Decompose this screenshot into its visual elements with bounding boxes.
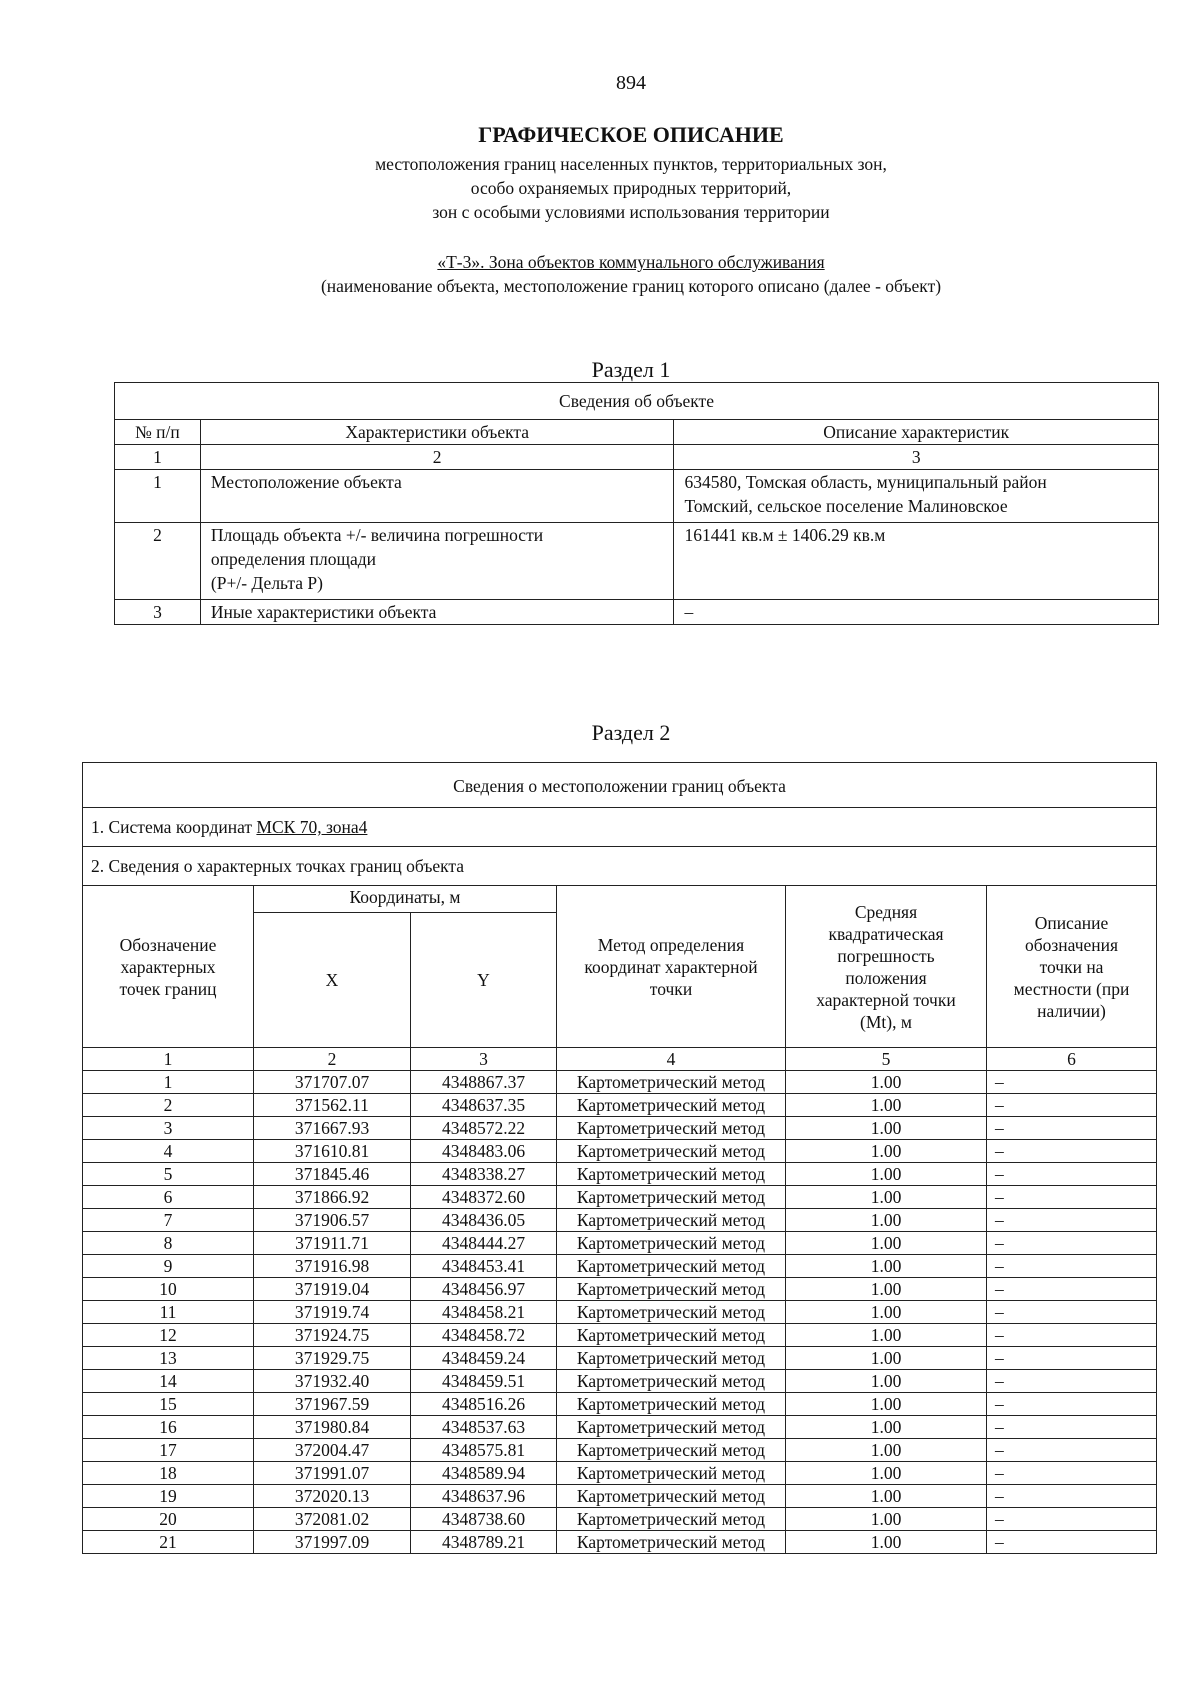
point-description-cell: – [987,1278,1157,1301]
y-coordinate-cell: 4348436.05 [411,1209,557,1232]
characteristic-cell: Площадь объекта +/- величина погрешности определения площади (Р+/- Дельта Р) [200,523,674,600]
header-description: Описание характеристик [674,420,1159,445]
point-number-cell: 11 [83,1301,254,1324]
method-cell: Картометрический метод [557,1531,786,1554]
y-coordinate-cell: 4348637.96 [411,1485,557,1508]
header-designation: Обозначение характерных точек границ [83,886,254,1048]
error-cell: 1.00 [786,1140,987,1163]
table-row [83,1071,1157,1094]
point-description-cell: – [987,1347,1157,1370]
point-description-cell: – [987,1301,1157,1324]
point-number-cell: 13 [83,1347,254,1370]
error-cell: 1.00 [786,1324,987,1347]
x-coordinate-cell: 372020.13 [254,1485,411,1508]
point-description-cell: – [987,1140,1157,1163]
error-cell: 1.00 [786,1462,987,1485]
header-x: X [254,913,411,1048]
table-row [83,1485,1157,1508]
method-cell: Картометрический метод [557,1462,786,1485]
subtitle-line: местоположения границ населенных пунктов, территориальных зон, [375,154,887,174]
table-row [83,1186,1157,1209]
error-cell: 1.00 [786,1255,987,1278]
method-cell: Картометрический метод [557,1370,786,1393]
method-cell: Картометрический метод [557,1232,786,1255]
x-coordinate-cell: 371667.93 [254,1117,411,1140]
col-number: 1 [115,445,201,470]
error-cell: 1.00 [786,1278,987,1301]
point-number-cell: 12 [83,1324,254,1347]
method-cell: Картометрический метод [557,1255,786,1278]
col-number: 3 [411,1048,557,1071]
error-cell: 1.00 [786,1439,987,1462]
table-row [83,1508,1157,1531]
x-coordinate-cell: 371562.11 [254,1094,411,1117]
subtitle-line: зон с особыми условиями использования территории [432,202,830,222]
point-number-cell: 8 [83,1232,254,1255]
object-info-table [114,382,1159,625]
header-y: Y [411,913,557,1048]
method-cell: Картометрический метод [557,1094,786,1117]
error-cell: 1.00 [786,1071,987,1094]
method-cell: Картометрический метод [557,1301,786,1324]
x-coordinate-cell: 371924.75 [254,1324,411,1347]
coordinate-system-label: 1. Система координат [91,817,257,837]
table-row [83,1393,1157,1416]
table-row [83,1439,1157,1462]
boundary-points-table [82,762,1157,1554]
table-row [83,1140,1157,1163]
point-number-cell: 10 [83,1278,254,1301]
y-coordinate-cell: 4348458.21 [411,1301,557,1324]
method-cell: Картометрический метод [557,1508,786,1531]
error-cell: 1.00 [786,1117,987,1140]
point-number-cell: 20 [83,1508,254,1531]
row-number: 1 [115,470,201,523]
point-number-cell: 2 [83,1094,254,1117]
table-row [83,1278,1157,1301]
x-coordinate-cell: 371610.81 [254,1140,411,1163]
y-coordinate-cell: 4348459.24 [411,1347,557,1370]
row-number: 3 [115,600,201,625]
x-coordinate-cell: 371866.92 [254,1186,411,1209]
y-coordinate-cell: 4348483.06 [411,1140,557,1163]
x-coordinate-cell: 372081.02 [254,1508,411,1531]
error-cell: 1.00 [786,1301,987,1324]
point-description-cell: – [987,1094,1157,1117]
x-coordinate-cell: 371932.40 [254,1370,411,1393]
point-description-cell: – [987,1485,1157,1508]
point-number-cell: 19 [83,1485,254,1508]
method-cell: Картометрический метод [557,1439,786,1462]
coordinate-system-row [83,808,1157,847]
boundary-table-title: Сведения о местоположении границ объекта [83,763,1157,808]
error-cell: 1.00 [786,1485,987,1508]
table-row [83,1232,1157,1255]
point-number-cell: 9 [83,1255,254,1278]
table-row [83,1163,1157,1186]
col-number: 6 [987,1048,1157,1071]
col-number: 2 [200,445,674,470]
x-coordinate-cell: 371967.59 [254,1393,411,1416]
y-coordinate-cell: 4348589.94 [411,1462,557,1485]
col-number: 4 [557,1048,786,1071]
error-cell: 1.00 [786,1094,987,1117]
row-number: 2 [115,523,201,600]
error-cell: 1.00 [786,1186,987,1209]
y-coordinate-cell: 4348537.63 [411,1416,557,1439]
y-coordinate-cell: 4348372.60 [411,1186,557,1209]
method-cell: Картометрический метод [557,1416,786,1439]
method-cell: Картометрический метод [557,1485,786,1508]
x-coordinate-cell: 371919.74 [254,1301,411,1324]
table-row [83,1117,1157,1140]
object-info-table-title: Сведения об объекте [115,383,1159,420]
x-coordinate-cell: 371919.04 [254,1278,411,1301]
x-coordinate-cell: 371916.98 [254,1255,411,1278]
table-row [115,523,1159,600]
point-description-cell: – [987,1117,1157,1140]
x-coordinate-cell: 371906.57 [254,1209,411,1232]
x-coordinate-cell: 371991.07 [254,1462,411,1485]
col-number: 3 [674,445,1159,470]
method-cell: Картометрический метод [557,1347,786,1370]
x-coordinate-cell: 371997.09 [254,1531,411,1554]
point-number-cell: 14 [83,1370,254,1393]
header-number: № п/п [115,420,201,445]
table-row [115,470,1159,523]
point-description-cell: – [987,1393,1157,1416]
table-row [83,1255,1157,1278]
table-row [83,1094,1157,1117]
method-cell: Картометрический метод [557,1186,786,1209]
error-cell: 1.00 [786,1508,987,1531]
x-coordinate-cell: 372004.47 [254,1439,411,1462]
point-description-cell: – [987,1232,1157,1255]
error-cell: 1.00 [786,1393,987,1416]
subtitle-line: особо охраняемых природных территорий, [470,178,792,198]
table-row [115,600,1159,625]
x-coordinate-cell: 371911.71 [254,1232,411,1255]
point-number-cell: 17 [83,1439,254,1462]
header-coordinates: Координаты, м [254,886,557,913]
method-cell: Картометрический метод [557,1393,786,1416]
y-coordinate-cell: 4348738.60 [411,1508,557,1531]
method-cell: Картометрический метод [557,1209,786,1232]
point-number-cell: 5 [83,1163,254,1186]
point-number-cell: 18 [83,1462,254,1485]
object-name-note: (наименование объекта, местоположение границ которого описано (далее - объект) [320,276,942,296]
characteristic-cell: Местоположение объекта [200,470,674,523]
point-number-cell: 6 [83,1186,254,1209]
description-cell: 634580, Томская область, муниципальный район Томский, сельское поселение Малиновское [674,470,1159,523]
point-description-cell: – [987,1186,1157,1209]
point-number-cell: 21 [83,1531,254,1554]
point-description-cell: – [987,1462,1157,1485]
description-cell: – [674,600,1159,625]
method-cell: Картометрический метод [557,1163,786,1186]
y-coordinate-cell: 4348575.81 [411,1439,557,1462]
error-cell: 1.00 [786,1232,987,1255]
table-row [83,1301,1157,1324]
point-description-cell: – [987,1255,1157,1278]
point-number-cell: 1 [83,1071,254,1094]
point-description-cell: – [987,1071,1157,1094]
section-2-title: Раздел 2 [591,720,671,745]
table-row [83,1416,1157,1439]
y-coordinate-cell: 4348456.97 [411,1278,557,1301]
method-cell: Картометрический метод [557,1278,786,1301]
method-cell: Картометрический метод [557,1324,786,1347]
point-description-cell: – [987,1508,1157,1531]
error-cell: 1.00 [786,1531,987,1554]
point-description-cell: – [987,1416,1157,1439]
point-number-cell: 4 [83,1140,254,1163]
header-characteristics: Характеристики объекта [200,420,674,445]
error-cell: 1.00 [786,1209,987,1232]
point-description-cell: – [987,1370,1157,1393]
table-row [83,1347,1157,1370]
y-coordinate-cell: 4348338.27 [411,1163,557,1186]
y-coordinate-cell: 4348789.21 [411,1531,557,1554]
y-coordinate-cell: 4348637.35 [411,1094,557,1117]
y-coordinate-cell: 4348453.41 [411,1255,557,1278]
point-description-cell: – [987,1531,1157,1554]
point-description-cell: – [987,1439,1157,1462]
method-cell: Картометрический метод [557,1140,786,1163]
y-coordinate-cell: 4348867.37 [411,1071,557,1094]
y-coordinate-cell: 4348458.72 [411,1324,557,1347]
description-cell: 161441 кв.м ± 1406.29 кв.м [674,523,1159,600]
y-coordinate-cell: 4348444.27 [411,1232,557,1255]
col-number: 2 [254,1048,411,1071]
document-subtitle [0,152,1200,224]
document-title: ГРАФИЧЕСКОЕ ОПИСАНИЕ [478,122,784,147]
y-coordinate-cell: 4348459.51 [411,1370,557,1393]
point-number-cell: 16 [83,1416,254,1439]
object-name: «Т-3». Зона объектов коммунального обслуживания [437,252,825,272]
header-method: Метод определения координат характерной точки [557,886,786,1048]
x-coordinate-cell: 371845.46 [254,1163,411,1186]
table-row [83,1324,1157,1347]
point-description-cell: – [987,1209,1157,1232]
point-number-cell: 3 [83,1117,254,1140]
x-coordinate-cell: 371929.75 [254,1347,411,1370]
coordinate-system-value: МСК 70, зона4 [256,817,368,837]
table-row [83,1209,1157,1232]
method-cell: Картометрический метод [557,1117,786,1140]
error-cell: 1.00 [786,1347,987,1370]
table-row [83,1370,1157,1393]
header-error: Средняя квадратическая погрешность положения характерной точки (Mt), м [786,886,987,1048]
table-row [83,1531,1157,1554]
x-coordinate-cell: 371980.84 [254,1416,411,1439]
x-coordinate-cell: 371707.07 [254,1071,411,1094]
object-name-block [0,250,1200,298]
method-cell: Картометрический метод [557,1071,786,1094]
point-description-cell: – [987,1163,1157,1186]
point-number-cell: 15 [83,1393,254,1416]
error-cell: 1.00 [786,1163,987,1186]
col-number: 5 [786,1048,987,1071]
col-number: 1 [83,1048,254,1071]
y-coordinate-cell: 4348516.26 [411,1393,557,1416]
y-coordinate-cell: 4348572.22 [411,1117,557,1140]
error-cell: 1.00 [786,1370,987,1393]
table-row [83,1462,1157,1485]
point-number-cell: 7 [83,1209,254,1232]
section-1-title: Раздел 1 [591,357,671,382]
header-point-description: Описание обозначения точки на местности (при наличии) [987,886,1157,1048]
point-description-cell: – [987,1324,1157,1347]
characteristic-cell: Иные характеристики объекта [200,600,674,625]
points-info-label: 2. Сведения о характерных точках границ объекта [83,847,1157,886]
error-cell: 1.00 [786,1416,987,1439]
page-number: 894 [616,72,646,94]
